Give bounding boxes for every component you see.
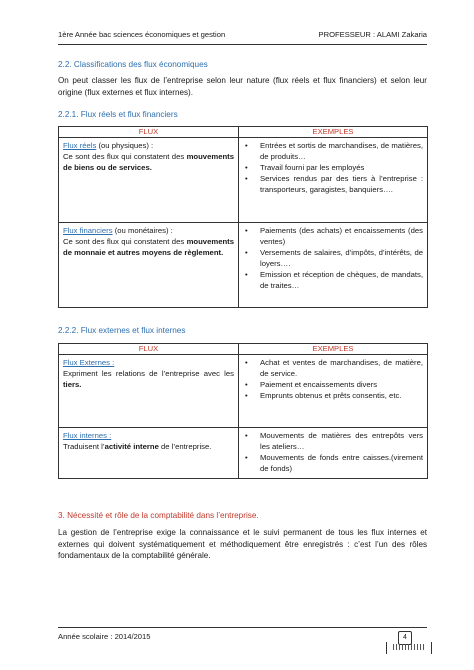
flux-definition: Traduisent l’ [63,442,105,452]
list-item: • Achat et ventes de marchandises, de matière, de service. [243,357,423,379]
flux-reels-link[interactable]: Flux réels [63,141,97,150]
header-course: 1ère Année bac sciences économiques et gestion [58,30,226,39]
page-header [58,30,427,42]
section-3-text: La gestion de l’entreprise exige la connaissance et le suivi permanent de tous les flux internes et externes qui doivent systématiquement et méthodiquement être enregistrés : c’est l’un des rôles fondamentaux de la comptabilité générale. [58,528,427,560]
table-row [59,138,428,223]
flux-definition: Ce sont des flux qui constatent des [63,152,187,162]
page-corner-ornament [386,642,432,654]
flux-definition-bold: activité interne [104,442,159,452]
table-flux-reels-financiers [58,126,428,308]
flux-cell [59,223,239,308]
list-item: • Emprunts obtenus et prêts consentis, etc. [243,390,423,401]
flux-cell [59,355,239,428]
examples-cell [239,223,428,308]
footer-school-year: Année scolaire : 2014/2015 [58,632,151,641]
flux-definition-bold: mouvements de biens ou de services. [63,152,234,173]
table-flux-externes-internes [58,343,428,479]
flux-label-suffix: (ou monétaires) : [112,226,173,235]
list-item: • Entrées et sortis de marchandises, de matières, de produits… [243,140,423,162]
section-2-2-intro: On peut classer les flux de l’entreprise selon leur nature (flux réels et flux financiers) et selon leur origine (flux externes et flux internes). [58,76,427,97]
examples-cell [239,355,428,428]
col-flux: FLUX [59,344,239,355]
table-header-row [59,127,428,138]
flux-definition: Expriment les relations de l’entreprise avec les [63,369,234,379]
col-exemples: EXEMPLES [239,344,428,355]
page-number: 4 [398,631,412,645]
flux-definition-bold: tiers. [63,380,82,390]
flux-definition-bold: mouvements de monnaie et autres moyens de règlement. [63,237,234,258]
examples-cell [239,138,428,223]
flux-financiers-link[interactable]: Flux financiers [63,226,113,235]
header-rule [58,44,427,45]
table-row [59,428,428,479]
flux-externes-link[interactable]: Flux Externes : [63,358,115,367]
list-item: • Mouvements de fonds entre caisses.(virement de fonds) [243,452,423,474]
flux-cell [59,428,239,479]
section-2-2-title: 2.2. Classifications des flux économiques [58,60,208,69]
section-3-title: 3. Nécessité et rôle de la comptabilité dans l’entreprise. [58,511,259,520]
flux-internes-link[interactable]: Flux internes : [63,431,112,440]
list-item: • Paiements (des achats) et encaissements (des ventes) [243,225,423,247]
table-header-row [59,344,428,355]
flux-definition: Ce sont des flux qui constatent des [63,237,187,247]
footer-rule [58,627,427,628]
table-row [59,223,428,308]
list-item: • Emission et réception de chèques, de mandats, de traites… [243,269,423,291]
header-teacher: PROFESSEUR : ALAMI Zakaria [318,30,427,39]
col-exemples: EXEMPLES [239,127,428,138]
section-2-2-1-title: 2.2.1. Flux réels et flux financiers [58,110,178,119]
table-row [59,355,428,428]
flux-definition-end: de l’entreprise. [158,442,212,452]
list-item: • Travail fourni par les employés [243,162,423,173]
section-2-2-2-title: 2.2.2. Flux externes et flux internes [58,326,186,335]
list-item: • Services rendus par des tiers à l’entreprise : transporteurs, garagistes, banquiers…. [243,173,423,195]
flux-cell [59,138,239,223]
list-item: • Paiement et encaissements divers [243,379,423,390]
flux-label-suffix: (ou physiques) : [96,141,154,150]
col-flux: FLUX [59,127,239,138]
examples-cell [239,428,428,479]
list-item: • Versements de salaires, d’impôts, d’intérêts, de loyers…. [243,247,423,269]
list-item: • Mouvements de matières des entrepôts vers les ateliers… [243,430,423,452]
